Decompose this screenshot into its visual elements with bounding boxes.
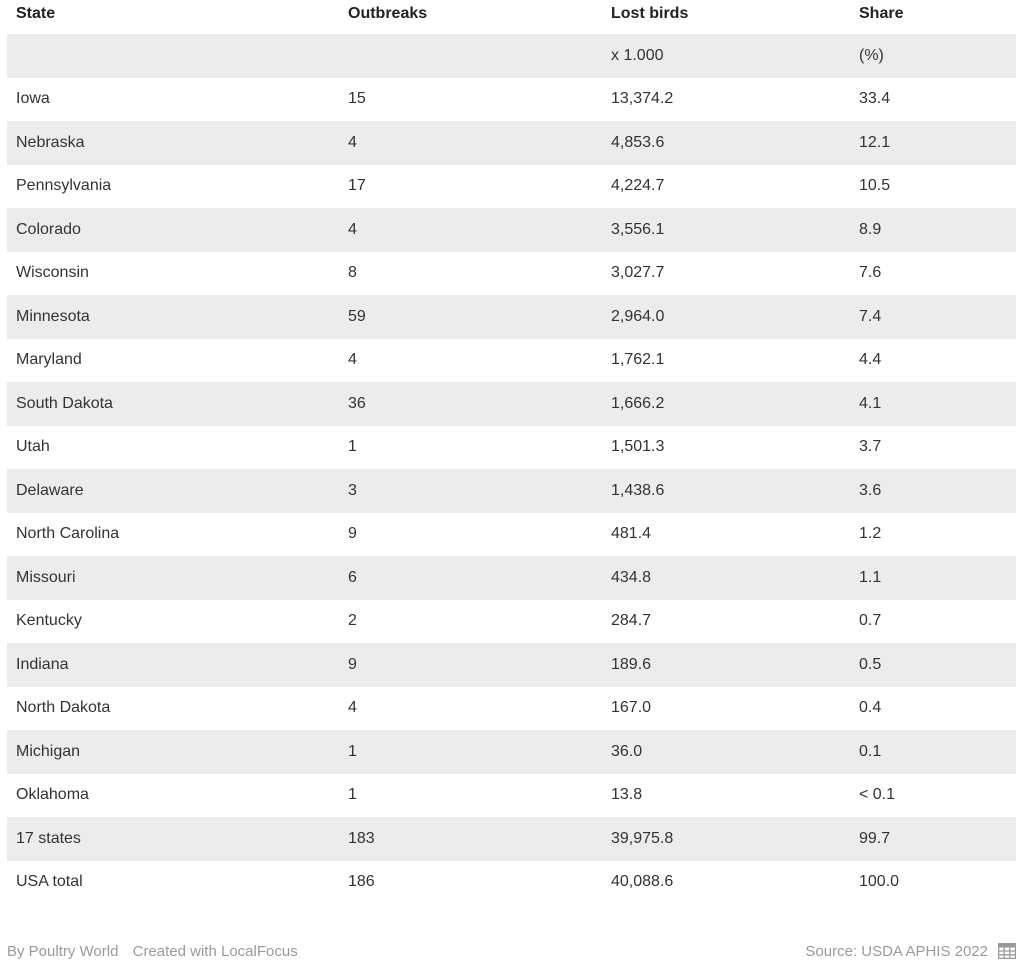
table-row bbox=[7, 600, 1016, 644]
table-row bbox=[7, 252, 1016, 296]
table-row bbox=[7, 861, 1016, 905]
cell-lost-birds: 3,027.7 bbox=[611, 264, 665, 282]
source-text: Source: USDA APHIS 2022 bbox=[805, 942, 988, 960]
cell-lost-birds: 1,666.2 bbox=[611, 394, 665, 412]
table-row bbox=[7, 643, 1016, 687]
cell-state: Iowa bbox=[16, 90, 50, 108]
cell-state: Indiana bbox=[16, 655, 69, 673]
cell-outbreaks: 15 bbox=[348, 90, 366, 108]
cell-lost-birds: 189.6 bbox=[611, 655, 652, 673]
column-header-lost-birds[interactable]: Lost birds bbox=[611, 5, 689, 22]
table-grid-icon[interactable] bbox=[998, 943, 1016, 959]
cell-outbreaks: 9 bbox=[348, 525, 357, 543]
unit-cell-share: (%) bbox=[859, 46, 884, 64]
localfocus-credit-link[interactable]: Created with LocalFocus bbox=[132, 942, 298, 960]
cell-outbreaks: 36 bbox=[348, 394, 366, 412]
cell-outbreaks: 4 bbox=[348, 351, 357, 369]
table-row bbox=[7, 556, 1016, 600]
table-row bbox=[7, 121, 1016, 165]
table-row bbox=[7, 730, 1016, 774]
cell-share: 3.7 bbox=[859, 438, 882, 456]
cell-outbreaks: 3 bbox=[348, 481, 357, 499]
cell-lost-birds: 1,762.1 bbox=[611, 351, 665, 369]
cell-lost-birds: 40,088.6 bbox=[611, 873, 674, 891]
cell-share: 0.1 bbox=[859, 742, 882, 760]
cell-lost-birds: 1,438.6 bbox=[611, 481, 665, 499]
table-row bbox=[7, 469, 1016, 513]
cell-state: Wisconsin bbox=[16, 264, 89, 282]
cell-state: North Carolina bbox=[16, 525, 120, 543]
cell-share: 100.0 bbox=[859, 873, 900, 891]
footer-credits bbox=[7, 943, 298, 960]
data-table bbox=[7, 0, 1016, 904]
cell-state: 17 states bbox=[16, 829, 81, 847]
cell-outbreaks: 4 bbox=[348, 220, 357, 238]
cell-share: 10.5 bbox=[859, 177, 891, 195]
table-row bbox=[7, 78, 1016, 122]
cell-lost-birds: 434.8 bbox=[611, 568, 652, 586]
table-row bbox=[7, 339, 1016, 383]
cell-outbreaks: 186 bbox=[348, 873, 375, 891]
table-row bbox=[7, 165, 1016, 209]
cell-outbreaks: 1 bbox=[348, 742, 357, 760]
cell-state: Utah bbox=[16, 438, 50, 456]
units-row bbox=[7, 34, 1016, 78]
cell-lost-birds: 284.7 bbox=[611, 612, 652, 630]
cell-share: 7.6 bbox=[859, 264, 882, 282]
cell-share: 4.4 bbox=[859, 351, 882, 369]
table-row bbox=[7, 774, 1016, 818]
cell-outbreaks: 183 bbox=[348, 829, 375, 847]
cell-share: 3.6 bbox=[859, 481, 882, 499]
column-header-share[interactable]: Share bbox=[859, 5, 904, 22]
cell-state: Maryland bbox=[16, 351, 82, 369]
cell-outbreaks: 8 bbox=[348, 264, 357, 282]
table-row bbox=[7, 687, 1016, 731]
table-body bbox=[7, 78, 1016, 905]
cell-lost-birds: 2,964.0 bbox=[611, 307, 665, 325]
cell-state: Nebraska bbox=[16, 133, 85, 151]
cell-outbreaks: 1 bbox=[348, 786, 357, 804]
column-header-state[interactable]: State bbox=[16, 5, 56, 22]
cell-share: 99.7 bbox=[859, 829, 891, 847]
cell-share: 12.1 bbox=[859, 133, 891, 151]
cell-state: Oklahoma bbox=[16, 786, 89, 804]
table-row bbox=[7, 208, 1016, 252]
cell-outbreaks: 2 bbox=[348, 612, 357, 630]
cell-state: South Dakota bbox=[16, 394, 113, 412]
column-header-outbreaks[interactable]: Outbreaks bbox=[348, 5, 428, 22]
cell-state: Missouri bbox=[16, 568, 76, 586]
cell-lost-birds: 36.0 bbox=[611, 742, 643, 760]
chart-footer bbox=[7, 938, 1016, 964]
byline-text: By Poultry World bbox=[7, 942, 119, 960]
cell-lost-birds: 4,224.7 bbox=[611, 177, 665, 195]
cell-lost-birds: 13.8 bbox=[611, 786, 643, 804]
cell-outbreaks: 17 bbox=[348, 177, 366, 195]
cell-share: < 0.1 bbox=[859, 786, 896, 804]
cell-share: 4.1 bbox=[859, 394, 882, 412]
table-row bbox=[7, 513, 1016, 557]
cell-share: 0.7 bbox=[859, 612, 882, 630]
cell-lost-birds: 1,501.3 bbox=[611, 438, 665, 456]
cell-state: Pennsylvania bbox=[16, 177, 112, 195]
table-row bbox=[7, 382, 1016, 426]
cell-lost-birds: 4,853.6 bbox=[611, 133, 665, 151]
cell-state: Minnesota bbox=[16, 307, 90, 325]
cell-share: 33.4 bbox=[859, 90, 891, 108]
cell-share: 7.4 bbox=[859, 307, 882, 325]
cell-state: North Dakota bbox=[16, 699, 111, 717]
cell-lost-birds: 3,556.1 bbox=[611, 220, 665, 238]
cell-share: 0.5 bbox=[859, 655, 882, 673]
cell-outbreaks: 4 bbox=[348, 133, 357, 151]
cell-share: 0.4 bbox=[859, 699, 882, 717]
table-header-row bbox=[7, 0, 1016, 34]
cell-outbreaks: 6 bbox=[348, 568, 357, 586]
cell-state: USA total bbox=[16, 873, 83, 891]
footer-source bbox=[805, 943, 1016, 960]
table-row bbox=[7, 295, 1016, 339]
cell-lost-birds: 39,975.8 bbox=[611, 829, 674, 847]
cell-outbreaks: 4 bbox=[348, 699, 357, 717]
cell-lost-birds: 13,374.2 bbox=[611, 90, 674, 108]
cell-outbreaks: 59 bbox=[348, 307, 366, 325]
unit-cell-lost-birds: x 1.000 bbox=[611, 46, 664, 64]
cell-share: 1.1 bbox=[859, 568, 882, 586]
cell-share: 1.2 bbox=[859, 525, 882, 543]
cell-share: 8.9 bbox=[859, 220, 882, 238]
cell-outbreaks: 9 bbox=[348, 655, 357, 673]
cell-outbreaks: 1 bbox=[348, 438, 357, 456]
cell-lost-birds: 167.0 bbox=[611, 699, 652, 717]
table-row bbox=[7, 426, 1016, 470]
cell-state: Kentucky bbox=[16, 612, 82, 630]
table-row bbox=[7, 817, 1016, 861]
cell-state: Delaware bbox=[16, 481, 84, 499]
cell-lost-birds: 481.4 bbox=[611, 525, 652, 543]
cell-state: Colorado bbox=[16, 220, 81, 238]
cell-state: Michigan bbox=[16, 742, 81, 760]
